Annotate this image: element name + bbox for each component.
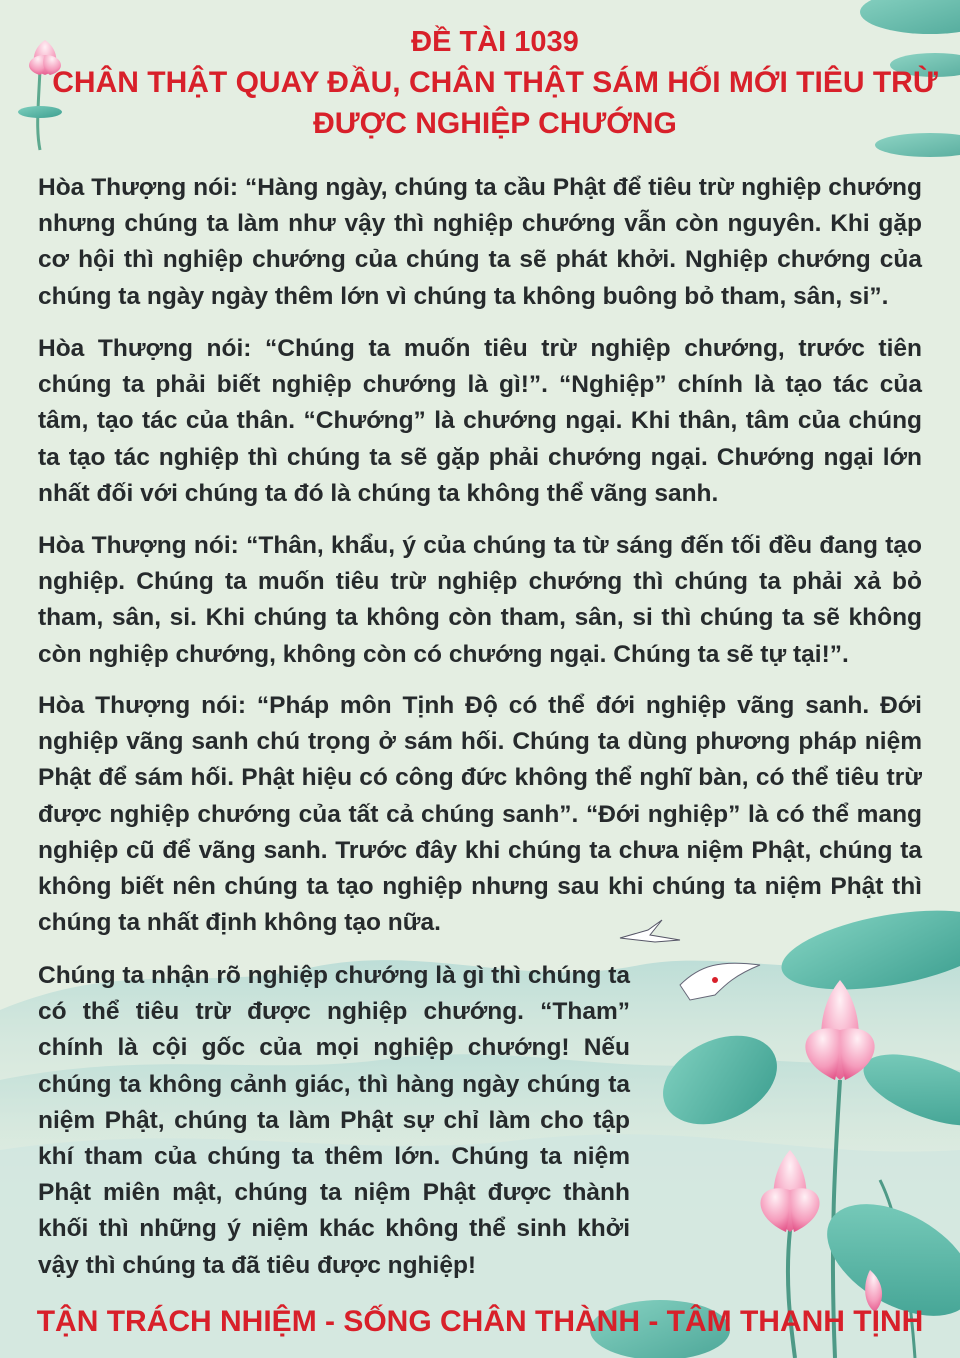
title-line-2: ĐƯỢC NGHIỆP CHƯỚNG xyxy=(313,107,677,140)
paragraph-3: Hòa Thượng nói: “Thân, khẩu, ý của chúng ta từ sáng đến tối đều đang tạo nghiệp. Chúng ta muốn tiêu trừ nghiệp chướng thì chúng ta phải xả bỏ tham, sân, si. Khi chúng ta không còn tham, sân, si thì chúng ta sẽ không còn nghiệp chướng, không còn có chướng ngại. Chúng ta sẽ tự tại!”. xyxy=(38,532,922,668)
paragraph-5: Chúng ta nhận rõ nghiệp chướng là gì thì chúng ta có thể tiêu trừ được nghiệp chướng. “Tham” chính là cội gốc của mọi nghiệp chướng! Nếu chúng ta không cảnh giác, thì hàng ngày chúng ta niệm Phật, chúng ta làm Phật sự chỉ làm cho tập khí tham của chúng ta thêm lớn. Chúng ta niệm Phật miên mật, chúng ta niệm Phật được thành khối thì những ý niệm khác không thể sinh khởi vậy thì chúng ta đã tiêu được nghiệp! xyxy=(38,962,630,1279)
paragraph-2: Hòa Thượng nói: “Chúng ta muốn tiêu trừ nghiệp chướng, trước tiên chúng ta phải biết nghiệp chướng là gì!”. “Nghiệp” chính là tạo tác của tâm, tạo tác của thân. “Chướng” là chướng ngại. Khi thân, tâm của chúng ta tạo tác nghiệp thì chúng ta sẽ gặp phải chướng ngại. Chướng ngại lớn nhất đối với chúng ta đó là chúng ta không thể vãng sanh. xyxy=(38,335,922,507)
topic-number: ĐỀ TÀI 1039 xyxy=(411,26,579,58)
header xyxy=(0,22,960,144)
paragraph-1: Hòa Thượng nói: “Hàng ngày, chúng ta cầu Phật để tiêu trừ nghiệp chướng nhưng chúng ta làm như vậy thì nghiệp chướng vẫn còn nguyên. Khi gặp cơ hội thì nghiệp chướng của chúng ta sẽ phát khởi. Nghiệp chướng của chúng ta ngày ngày thêm lớn vì chúng ta không buông bỏ tham, sân, si”. xyxy=(38,174,922,310)
title-line-1: CHÂN THẬT QUAY ĐẦU, CHÂN THẬT SÁM HỐI MỚI TIÊU TRỪ xyxy=(52,66,938,99)
footer-slogan: TẬN TRÁCH NHIỆM - SỐNG CHÂN THÀNH - TÂM THANH TỊNH xyxy=(36,1305,924,1338)
paragraph-4: Hòa Thượng nói: “Pháp môn Tịnh Độ có thể đới nghiệp vãng sanh. Đới nghiệp vãng sanh chú trọng ở sám hối. Chúng ta dùng phương pháp niệm Phật để sám hối. Phật hiệu có công đức không thể nghĩ bàn, có thể tiêu trừ được nghiệp chướng của tất cả chúng sanh”. “Đới nghiệp” là có thể mang nghiệp cũ để vãng sanh. Trước đây khi chúng ta chưa niệm Phật, chúng ta không biết nên chúng ta tạo nghiệp nhưng sau khi chúng ta niệm Phật thì chúng ta nhất định không tạo nữa. xyxy=(38,692,922,937)
